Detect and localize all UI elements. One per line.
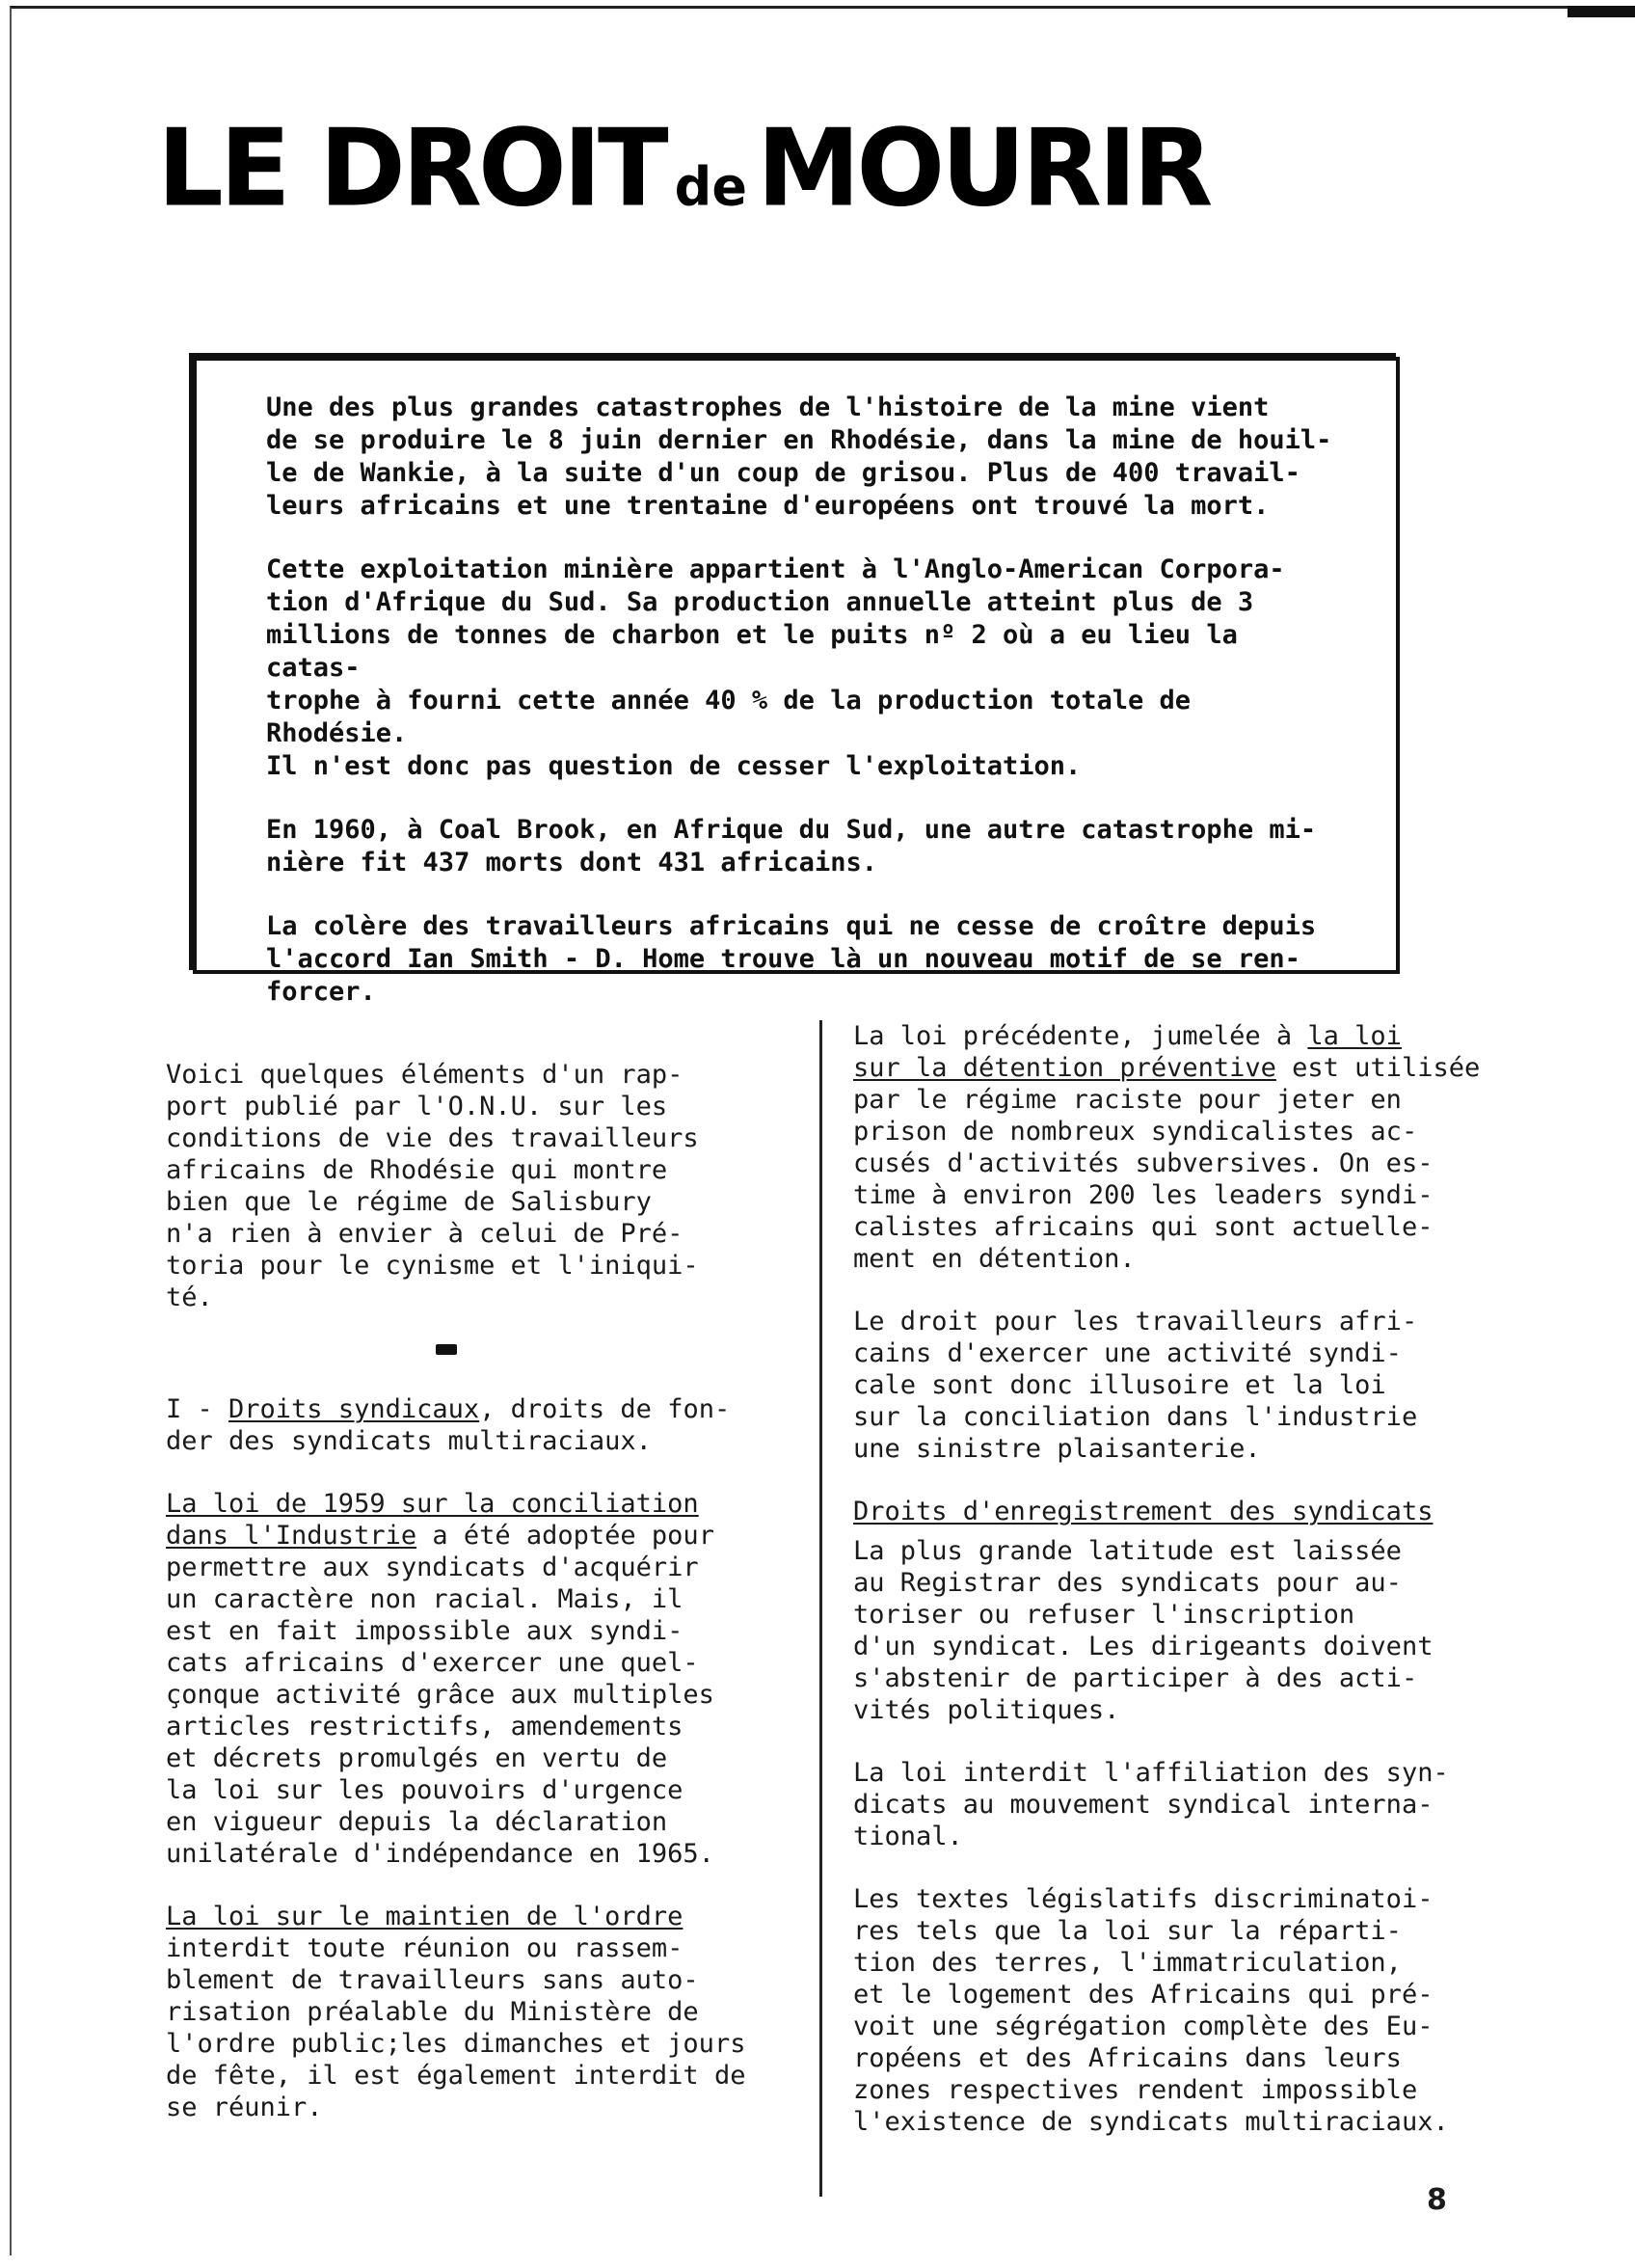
page-title [157,107,1210,231]
right-column [853,1020,1509,2169]
paragraph-text: La loi précédente, jumelée à [853,1021,1308,1051]
section-heading-maintien-ordre: La loi sur le maintien de l'ordre [166,1902,683,1931]
left-paragraph-1: Voici quelques éléments d'un rap- port publié par l'O.N.U. sur les conditions de vie des travailleurs africains de Rhodésie qui montre bien que le régime de Salisbury n'a rien à envier à celui de Pré- toria pour le cynisme et l'iniqui- té. [166,1060,699,1312]
section-heading-loi-1959: La loi de 1959 sur la conciliation dans l'Industrie [166,1489,699,1551]
left-section-droits-syndicaux [166,1393,783,1457]
section-text: interdit toute réunion ou rassem- blement de travailleurs sans auto- risation préalable du Ministère de l'ordre public;les dimanches et jours de fête, il est également interdit de se réunir. [166,1933,746,2122]
title-word-1: LE DROIT [157,107,665,231]
right-paragraph-5: Les textes législatifs discriminatoi- res tels que la loi sur la réparti- tion des terres, l'immatriculation, et le logement des Africains qui pré- voit une ségrégation complète des Eu- ropéens et des Africains dans leurs zones respectives rendent impossible l'existence de syndicats multiraciaux. [853,1884,1449,2137]
intro-paragraph-3: En 1960, à Coal Brook, en Afrique du Sud, une autre catastrophe mi- nière fit 437 morts dont 431 africains. [266,815,1317,878]
section-text: , droits de fon- der des syndicats multiraciaux. [166,1394,731,1456]
page-number: 8 [1427,2183,1447,2217]
column-divider [819,1020,822,2197]
section-heading-enregistrement: Droits d'enregistrement des syndicats [853,1497,1434,1526]
intro-paragraph-2: Cette exploitation minière appartient à l'Anglo-American Corpora- tion d'Afrique du Sud. Sa production annuelle atteint plus de 3 millions de tonnes de charbon et le puits nº 2 où a eu lieu la catas- trophe à fourni cette année 40 % de la production totale de Rhodésie. Il n'est donc pas question de cesser l'exploitation. [266,554,1285,781]
section-heading-droits-syndicaux: Droits syndicaux [228,1394,480,1424]
title-word-3: MOURIR [756,107,1210,231]
intro-paragraph-4: La colère des travailleurs africains qui ne cesse de croître depuis l'accord Ian Smith - D. Home trouve là un nouveau motif de se ren- forcer. [266,911,1317,1007]
right-paragraph-3: La plus grande latitude est laissée au Registrar des syndicats pour au- toriser ou refuser l'inscription d'un syndicat. Les dirigeants doivent s'abstenir de participer à des acti- vités politiques. [853,1536,1434,1725]
right-paragraph-2: Le droit pour les travailleurs afri- cains d'exercer une activité syndi- cale sont donc illusoire et la loi sur la conciliation dans l'industrie une sinistre plaisanterie. [853,1307,1418,1464]
intro-paragraph-1: Une des plus grandes catastrophes de l'histoire de la mine vient de se produire le 8 juin dernier en Rhodésie, dans la mine de houil- le de Wankie, à la suite d'un coup de grisou. Plus de 400 travail- leurs africains et une trentaine d'européens ont trouvé la mort. [266,392,1332,521]
right-paragraph-1 [853,1020,1509,1275]
separator-bullet-icon [436,1344,457,1355]
title-word-2: de [674,155,747,218]
corner-mark [1568,6,1635,17]
left-section-maintien-ordre [166,1901,783,2123]
right-section-heading [853,1496,1509,1527]
intro-text [266,392,1336,1040]
underlined-phrase-detention: la loi sur la détention préventive [853,1021,1402,1083]
left-section-loi-1959 [166,1488,783,1870]
left-column [166,1059,783,2154]
right-paragraph-4: La loi interdit l'affiliation des syn- dicats au mouvement syndical interna- tional. [853,1758,1449,1851]
section-text: a été adoptée pour permettre aux syndicats d'acquérir un caractère non racial. Mais, il est en fait impossible aux syndi- cats africains d'exercer une quel- çonque activité grâce aux multiples articles restrictifs, amendements et décrets promulgés en vertu de la loi sur les pouvoirs d'urgence en vigueur depuis la déclaration unilatérale d'indépendance en 1965. [166,1521,714,1869]
section-prefix: I - [166,1394,229,1424]
paragraph-text: est utilisée par le régime raciste pour jeter en prison de nombreux syndicalistes ac- cusés d'activités subversives. On es- time à environ 200 les leaders syndi- calistes africains qui sont actuelle- ment en détention. [853,1053,1481,1274]
